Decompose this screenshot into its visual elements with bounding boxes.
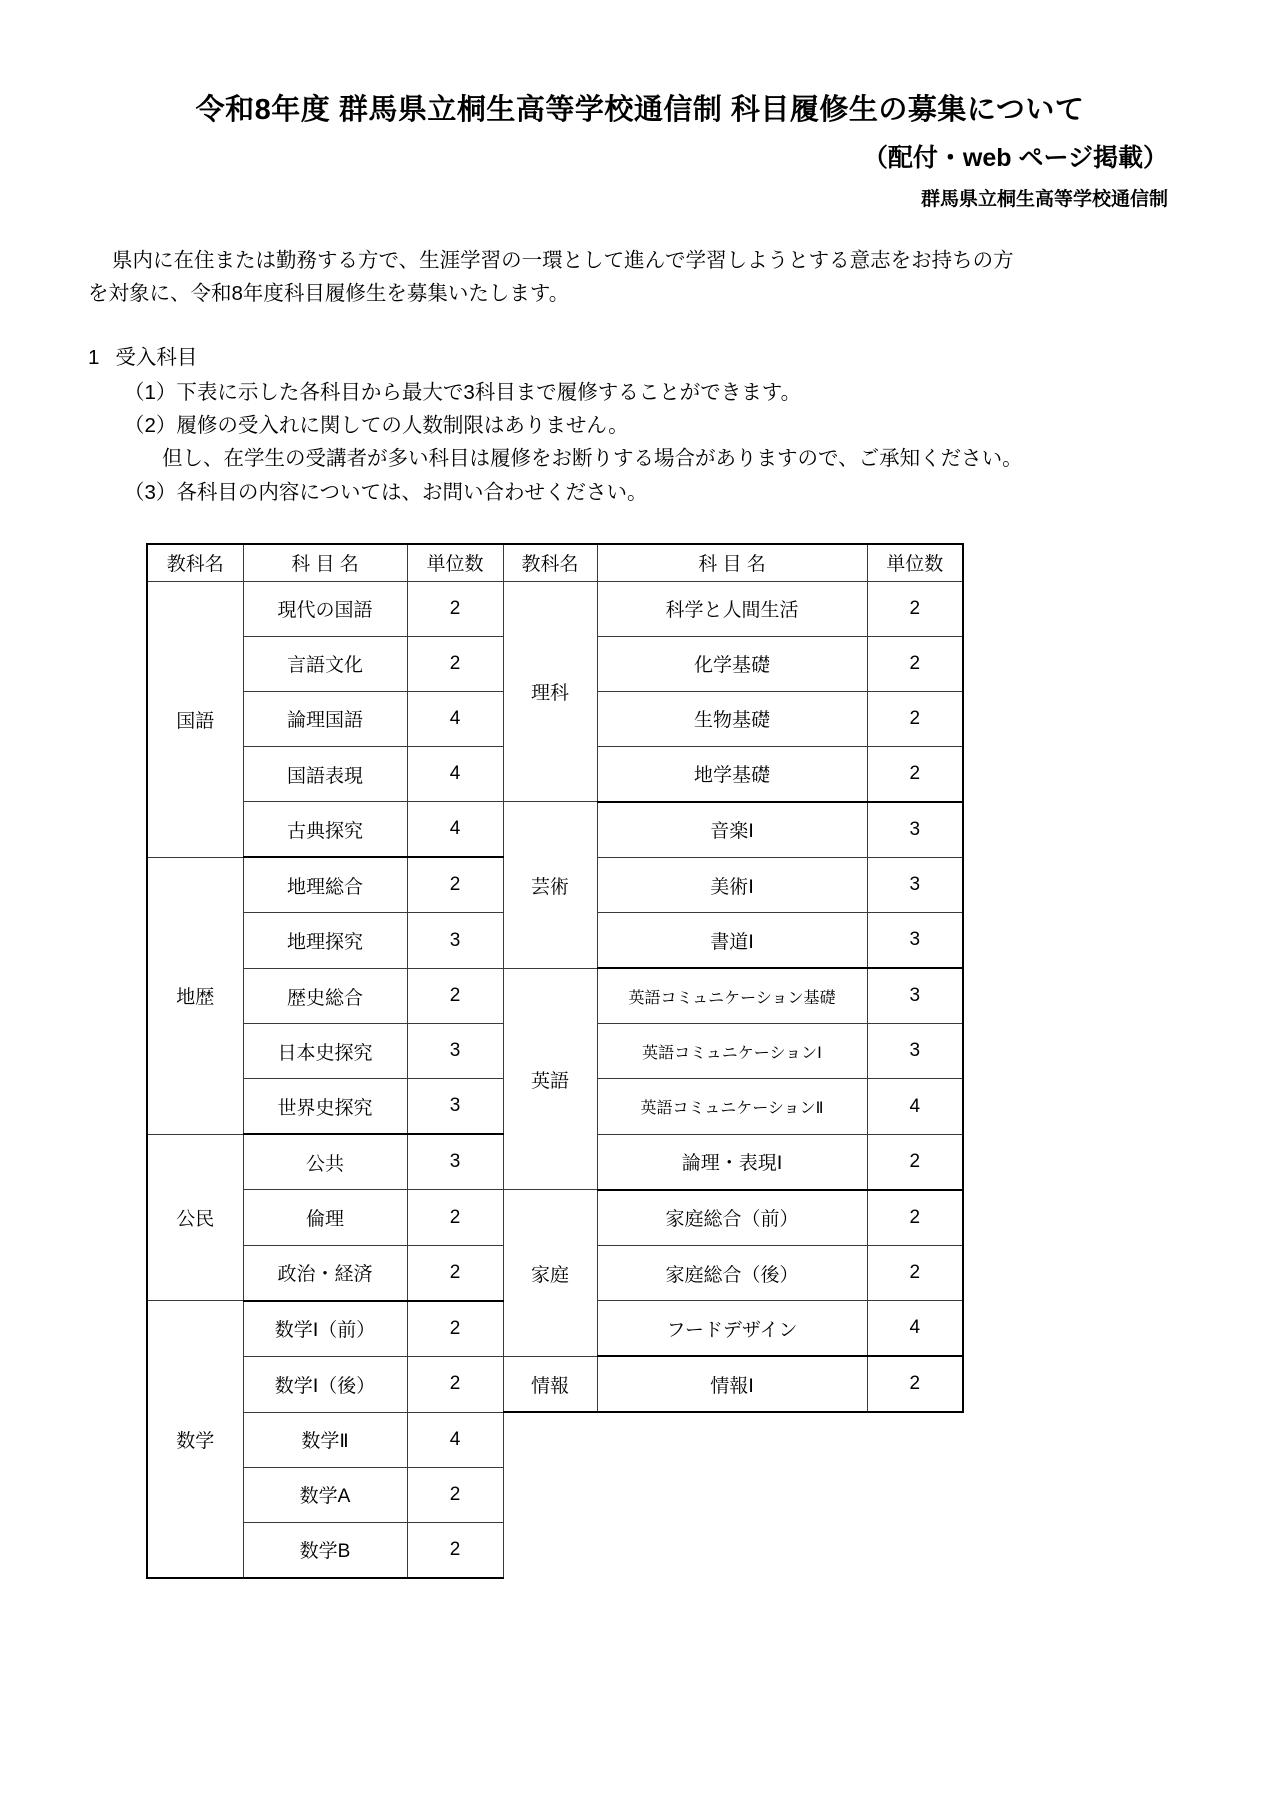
courses-table-container xyxy=(0,543,1280,1579)
course-name-cell: 英語コミュニケーション基礎 xyxy=(597,968,867,1024)
header-subject-right: 教科名 xyxy=(503,544,597,582)
empty-cell xyxy=(867,1522,963,1578)
course-name-cell: 地学基礎 xyxy=(597,746,867,802)
header-course-left: 科 目 名 xyxy=(243,544,407,582)
empty-cell xyxy=(597,1522,867,1578)
course-credits-cell: 2 xyxy=(407,1356,503,1412)
course-name-cell: 書道Ⅰ xyxy=(597,913,867,969)
course-credits-cell: 2 xyxy=(407,1467,503,1522)
header-credits-right: 単位数 xyxy=(867,544,963,582)
course-name-cell: 生物基礎 xyxy=(597,691,867,746)
course-name-cell: 化学基礎 xyxy=(597,636,867,691)
course-credits-cell: 2 xyxy=(407,1522,503,1578)
course-credits-cell: 4 xyxy=(407,746,503,802)
header-credits-left: 単位数 xyxy=(407,544,503,582)
empty-cell xyxy=(597,1412,867,1467)
table-row xyxy=(147,581,963,636)
course-name-cell: 英語コミュニケーションⅡ xyxy=(597,1079,867,1135)
course-credits-cell: 3 xyxy=(867,802,963,858)
course-credits-cell: 2 xyxy=(407,1190,503,1246)
empty-cell xyxy=(867,1467,963,1522)
empty-cell xyxy=(597,1467,867,1522)
course-credits-cell: 3 xyxy=(867,857,963,913)
section-number: 1 xyxy=(88,345,100,369)
course-name-cell: 数学B xyxy=(243,1522,407,1578)
course-credits-cell: 2 xyxy=(867,581,963,636)
course-name-cell: 英語コミュニケーションⅠ xyxy=(597,1024,867,1079)
title-block xyxy=(0,0,1280,211)
course-credits-cell: 2 xyxy=(867,1245,963,1301)
course-credits-cell: 4 xyxy=(867,1301,963,1357)
empty-cell xyxy=(503,1522,597,1578)
course-name-cell: 情報Ⅰ xyxy=(597,1356,867,1412)
course-credits-cell: 3 xyxy=(407,1134,503,1190)
table-row xyxy=(147,1522,963,1578)
course-credits-cell: 2 xyxy=(407,968,503,1024)
course-name-cell: 国語表現 xyxy=(243,746,407,802)
course-credits-cell: 2 xyxy=(867,1356,963,1412)
course-name-cell: 家庭総合（前） xyxy=(597,1190,867,1246)
table-row xyxy=(147,1467,963,1522)
course-credits-cell: 2 xyxy=(867,636,963,691)
course-credits-cell: 2 xyxy=(407,1301,503,1357)
course-name-cell: 科学と人間生活 xyxy=(597,581,867,636)
section-item-2: （2）履修の受入れに関しての人数制限はありません。 xyxy=(124,414,629,438)
subject-group-cell: 英語 xyxy=(503,968,597,1190)
course-name-cell: 数学Ⅰ（後） xyxy=(243,1356,407,1412)
subject-group-cell: 芸術 xyxy=(503,802,597,969)
intro-line-1: 県内に在住または勤務する方で、生涯学習の一環として進んで学習しようとする意志をお持ちの方 xyxy=(112,249,1014,273)
course-credits-cell: 2 xyxy=(867,1134,963,1190)
course-credits-cell: 2 xyxy=(867,746,963,802)
subject-group-cell: 地歴 xyxy=(147,857,243,1134)
course-credits-cell: 3 xyxy=(867,968,963,1024)
course-credits-cell: 3 xyxy=(867,913,963,969)
course-name-cell: 地理総合 xyxy=(243,857,407,913)
courses-table xyxy=(146,543,964,1579)
course-name-cell: 世界史探究 xyxy=(243,1079,407,1135)
course-name-cell: 倫理 xyxy=(243,1190,407,1246)
course-credits-cell: 4 xyxy=(407,691,503,746)
course-credits-cell: 3 xyxy=(407,913,503,969)
course-name-cell: 音楽Ⅰ xyxy=(597,802,867,858)
course-name-cell: 数学Ⅰ（前） xyxy=(243,1301,407,1357)
course-name-cell: 論理・表現Ⅰ xyxy=(597,1134,867,1190)
course-name-cell: フードデザイン xyxy=(597,1301,867,1357)
intro-paragraph xyxy=(0,245,1280,311)
course-credits-cell: 4 xyxy=(407,1412,503,1467)
course-credits-cell: 2 xyxy=(867,1190,963,1246)
empty-cell xyxy=(503,1467,597,1522)
course-name-cell: 数学A xyxy=(243,1467,407,1522)
table-row xyxy=(147,1190,963,1246)
course-credits-cell: 2 xyxy=(407,636,503,691)
subject-group-cell: 数学 xyxy=(147,1301,243,1578)
organization-name: 群馬県立桐生高等学校通信制 xyxy=(920,189,1168,211)
table-row xyxy=(147,1412,963,1467)
course-credits-cell: 3 xyxy=(407,1024,503,1079)
table-row xyxy=(147,968,963,1024)
course-name-cell: 政治・経済 xyxy=(243,1245,407,1301)
course-credits-cell: 3 xyxy=(407,1079,503,1135)
subject-group-cell: 公民 xyxy=(147,1134,243,1301)
section-accepted-courses xyxy=(0,341,1280,509)
empty-cell xyxy=(503,1412,597,1467)
table-row xyxy=(147,802,963,858)
subject-group-cell: 国語 xyxy=(147,581,243,857)
subject-group-cell: 理科 xyxy=(503,581,597,802)
distribution-note: （配付・web ページ掲載） xyxy=(862,144,1168,173)
table-header-row xyxy=(147,544,963,582)
course-name-cell: 現代の国語 xyxy=(243,581,407,636)
intro-line-2: を対象に、令和8年度科目履修生を募集いたします。 xyxy=(88,282,570,306)
subject-group-cell: 情報 xyxy=(503,1356,597,1412)
course-credits-cell: 4 xyxy=(867,1079,963,1135)
section-title: 受入科目 xyxy=(115,345,198,369)
course-credits-cell: 2 xyxy=(867,691,963,746)
empty-cell xyxy=(867,1412,963,1467)
course-name-cell: 公共 xyxy=(243,1134,407,1190)
course-credits-cell: 2 xyxy=(407,857,503,913)
page-title: 令和8年度 群馬県立桐生高等学校通信制 科目履修生の募集について xyxy=(195,94,1085,126)
course-name-cell: 地理探究 xyxy=(243,913,407,969)
course-name-cell: 論理国語 xyxy=(243,691,407,746)
course-name-cell: 言語文化 xyxy=(243,636,407,691)
course-credits-cell: 2 xyxy=(407,581,503,636)
table-row xyxy=(147,1356,963,1412)
section-item-1: （1）下表に示した各科目から最大で3科目まで履修することができます。 xyxy=(124,381,802,405)
header-course-right: 科 目 名 xyxy=(597,544,867,582)
section-item-3: （3）各科目の内容については、お問い合わせください。 xyxy=(124,480,648,504)
table-body xyxy=(147,581,963,1578)
course-name-cell: 家庭総合（後） xyxy=(597,1245,867,1301)
course-name-cell: 古典探究 xyxy=(243,802,407,858)
subject-group-cell: 家庭 xyxy=(503,1190,597,1357)
course-credits-cell: 2 xyxy=(407,1245,503,1301)
course-name-cell: 日本史探究 xyxy=(243,1024,407,1079)
section-heading xyxy=(88,341,1280,374)
course-credits-cell: 3 xyxy=(867,1024,963,1079)
header-subject-left: 教科名 xyxy=(147,544,243,582)
course-name-cell: 美術Ⅰ xyxy=(597,857,867,913)
section-item-2-note: 但し、在学生の受講者が多い科目は履修をお断りする場合がありますので、ご承知ください。 xyxy=(162,447,1023,471)
course-credits-cell: 4 xyxy=(407,802,503,858)
table-head xyxy=(147,544,963,582)
course-name-cell: 数学Ⅱ xyxy=(243,1412,407,1467)
course-name-cell: 歴史総合 xyxy=(243,968,407,1024)
